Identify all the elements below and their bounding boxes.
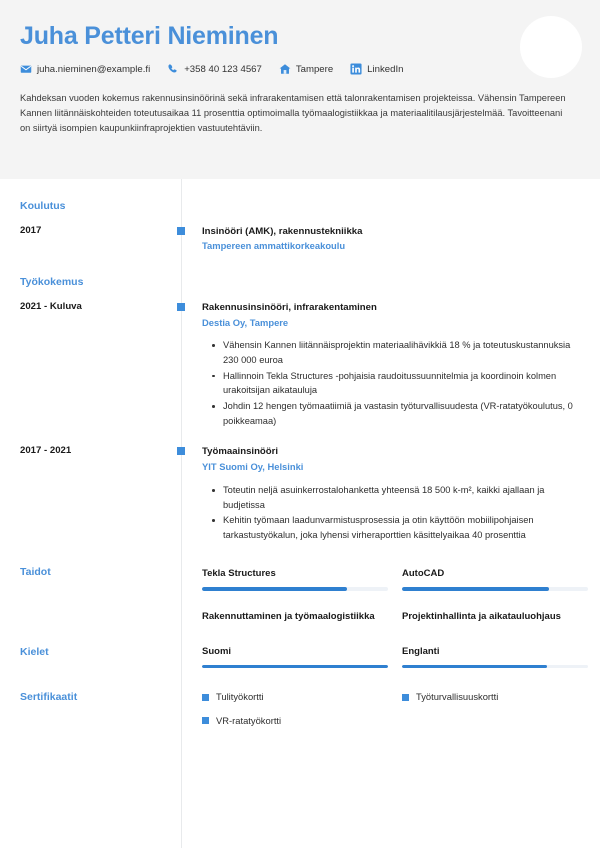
skill-level-bar — [402, 587, 588, 590]
section-title-education: Koulutus — [20, 200, 66, 212]
certificates-left-col — [0, 692, 181, 703]
skills-row — [202, 610, 588, 634]
section-languages — [0, 634, 600, 669]
resume-body — [0, 179, 600, 848]
education-left-col — [0, 201, 181, 212]
experience-role: Rakennusinsinööri, infrarakentaminen — [202, 301, 377, 313]
experience-date: 2021 - Kuluva — [20, 300, 82, 312]
skill-label: Rakennuttaminen ja työmaalogistiikka — [202, 610, 375, 622]
section-skills — [0, 544, 600, 634]
certificate-item — [402, 692, 588, 701]
experience-date: 2017 - 2021 — [20, 445, 72, 457]
certificates-row — [202, 716, 588, 739]
phone-icon — [167, 63, 179, 75]
timeline-marker — [177, 447, 185, 455]
section-title-certificates: Sertifikaatit — [20, 691, 78, 704]
contact-phone[interactable] — [167, 63, 262, 75]
skill-label: AutoCAD — [402, 567, 445, 579]
section-certificates — [0, 668, 600, 739]
section-title-languages: Kielet — [20, 645, 49, 658]
list-item: Toteutin neljä asuinkerrostalohanketta yhteensä 18 500 k-m², kaikki ajallaan ja budjetissa — [223, 483, 582, 512]
square-bullet-icon — [202, 694, 209, 701]
contact-location-label: Tampere — [295, 63, 334, 75]
experience-left-col — [0, 277, 181, 288]
avatar — [520, 16, 582, 78]
list-item: Vähensin Kannen liitännäisprojektin materiaalihävikkiä 18 % ja toteutuskustannuksia 230 000 euroa — [223, 338, 582, 367]
education-date: 2017 — [20, 224, 42, 236]
contact-row — [20, 63, 580, 75]
languages-row — [202, 645, 588, 669]
certificate-label: Tulityökortti — [216, 691, 264, 703]
contact-email-label: juha.nieminen@example.fi — [37, 63, 151, 75]
skills-row — [202, 567, 588, 591]
education-school: Tampereen ammattikorkeakoulu — [202, 240, 346, 252]
section-title-experience: Työkokemus — [20, 276, 84, 289]
certificate-label: VR-ratatyökortti — [216, 714, 282, 726]
contact-linkedin[interactable] — [350, 63, 403, 75]
skill-label: Projektinhallinta ja aikatauluohjaus — [402, 610, 561, 622]
timeline-marker — [177, 303, 185, 311]
skill-item — [402, 567, 588, 591]
page-title: Juha Petteri Nieminen — [20, 22, 279, 50]
languages-left-col — [0, 645, 181, 656]
education-entry — [0, 212, 600, 254]
language-label: Suomi — [202, 645, 232, 657]
skill-level-fill — [202, 587, 347, 590]
language-item — [402, 645, 588, 669]
linkedin-icon — [350, 63, 362, 75]
skill-item — [402, 610, 588, 634]
skill-level-fill — [402, 587, 549, 590]
section-education — [0, 179, 600, 212]
experience-entry — [0, 429, 600, 543]
section-experience — [0, 253, 600, 288]
home-icon — [279, 63, 291, 75]
contact-phone-label: +358 40 123 4567 — [184, 63, 262, 75]
list-item: Hallinnoin Tekla Structures -pohjaisia raudoitussuunnitelmia ja koordinoin kolmen urakoitsijan aikatauluja — [223, 369, 582, 398]
experience-bullet-list — [202, 338, 582, 428]
education-degree: Insinööri (AMK), rakennustekniikka — [202, 225, 363, 237]
resume-header — [0, 0, 600, 179]
contact-email[interactable] — [20, 63, 150, 75]
certificates-row — [202, 692, 588, 715]
timeline-marker — [177, 227, 185, 235]
professional-summary: Kahdeksan vuoden kokemus rakennusinsinöörinä sekä infrarakentamisen että talonrakentamisen projekteissa. Vähensin Tampereen Kannen liitännäiskohteiden toteutusaikaa 11 prosenttia optimoimalla työmaalogistiikkaa ja materiaalitilausjärjestelmää. Tavoitteenani on siirtyä isompien kaupunkiinfraprojektien vastuutehtäviin. — [20, 93, 566, 134]
certificate-item — [202, 692, 388, 701]
experience-employer: Destia Oy, Tampere — [202, 316, 289, 328]
square-bullet-icon — [202, 717, 209, 724]
certificate-item — [202, 716, 388, 725]
language-label: Englanti — [402, 645, 440, 657]
list-item: Johdin 12 hengen työmaatiimiä ja vastasin työturvallisuudesta (VR-ratatyökoulutus, 0 poikkeamaa) — [223, 399, 582, 428]
experience-entry — [0, 288, 600, 430]
experience-bullet-list — [202, 483, 582, 543]
square-bullet-icon — [402, 694, 409, 701]
skill-level-bar — [202, 587, 388, 590]
skill-item — [202, 610, 388, 634]
envelope-icon — [20, 63, 32, 75]
contact-location[interactable] — [279, 63, 333, 75]
experience-role: Työmaainsinööri — [202, 446, 279, 458]
skills-left-col — [0, 567, 181, 578]
contact-linkedin-label: LinkedIn — [367, 63, 404, 75]
certificate-label: Työturvallisuuskortti — [416, 691, 499, 703]
skill-label: Tekla Structures — [202, 567, 276, 579]
language-item — [202, 645, 388, 669]
experience-employer: YIT Suomi Oy, Helsinki — [202, 461, 304, 473]
list-item: Kehitin työmaan laadunvarmistusprosessia ja otin käyttöön mobiilipohjaisen tarkastustyökalun, joka lyhensi virheraporttien käsittelyaikaa 40 prosenttia — [223, 513, 582, 542]
section-title-skills: Taidot — [20, 565, 51, 578]
skill-item — [202, 567, 388, 591]
